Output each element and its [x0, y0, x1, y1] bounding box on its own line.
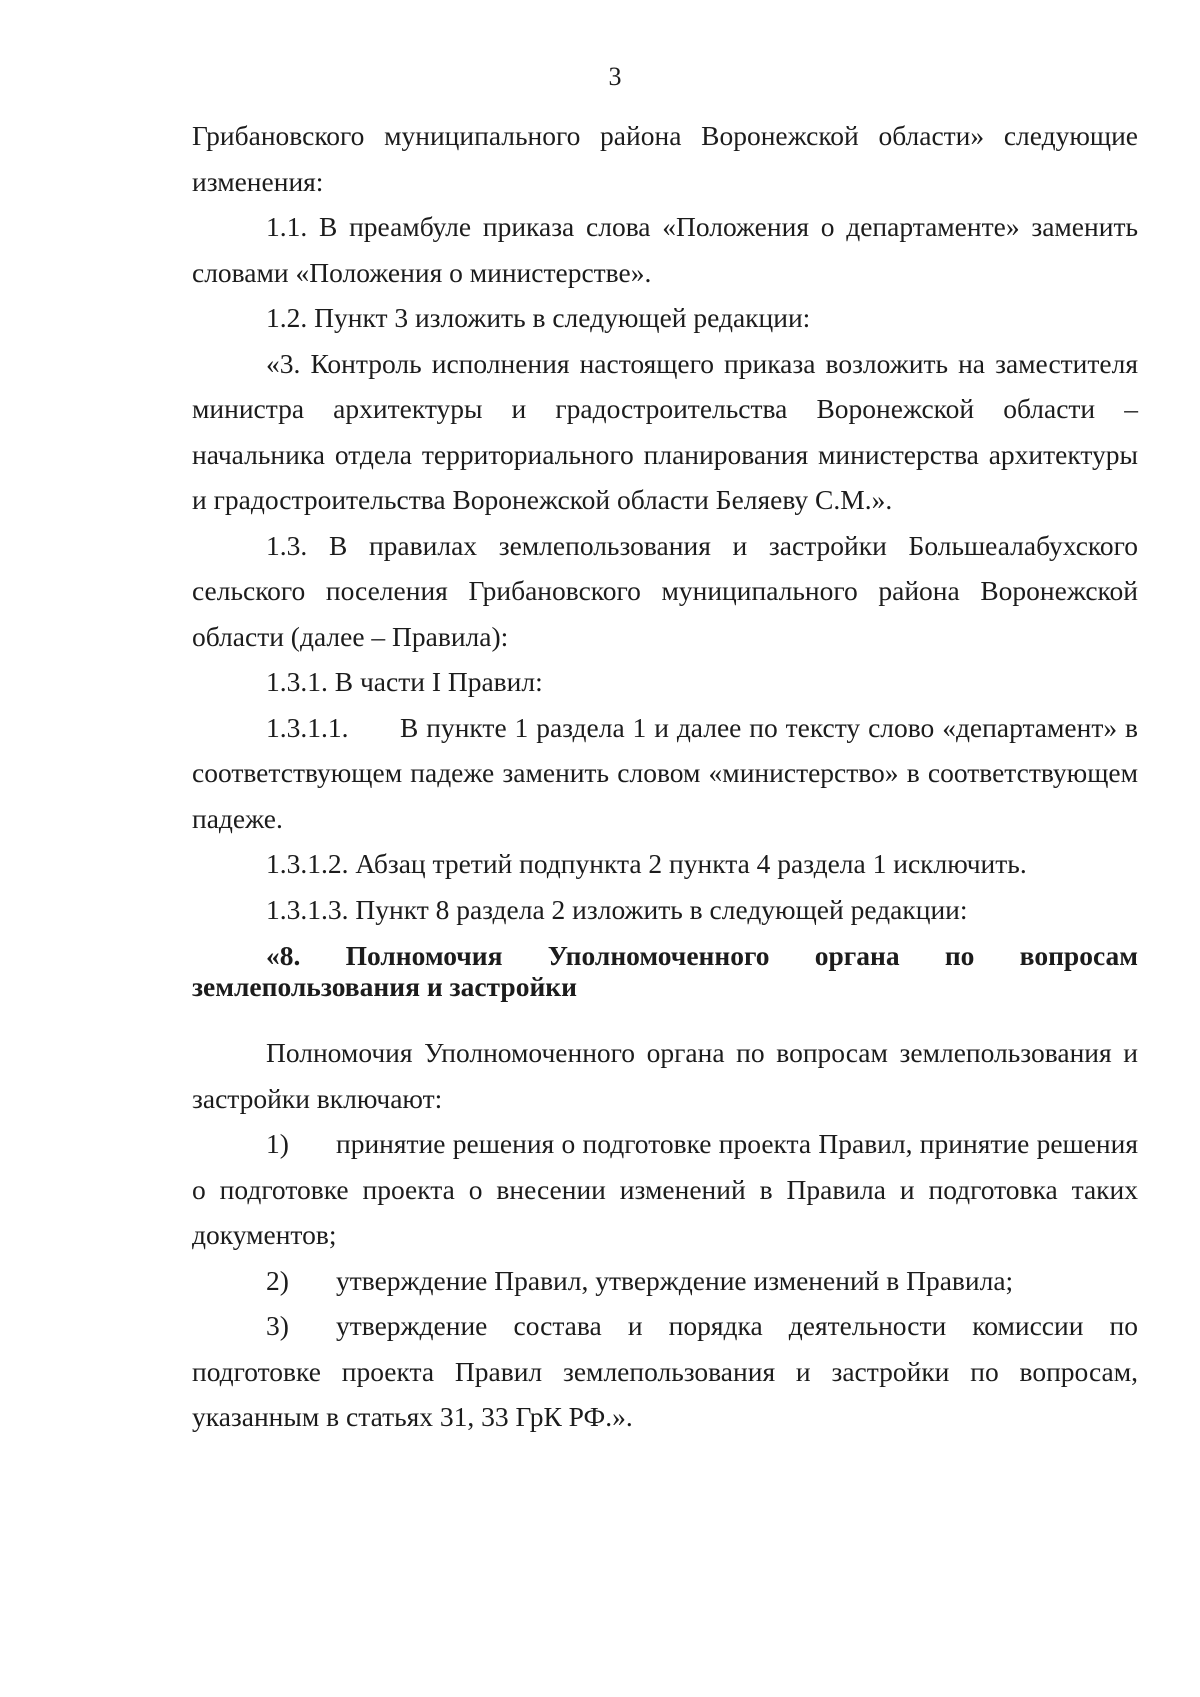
- paragraph-1-3-1-1: [192, 705, 1138, 842]
- list-item-text: утверждение состава и порядка деятельности комиссии по подготовке проекта Правил землепользования и застройки по вопросам, указанным в статьях 31, 33 ГрК РФ.».: [192, 1310, 1138, 1432]
- page-number: 3: [608, 62, 622, 91]
- list-item-number: 1): [266, 1128, 289, 1159]
- paragraph-item-3-quote: «3. Контроль исполнения настоящего приказа возложить на заместителя министра архитектуры и градостроительства Воронежской области – начальника отдела территориального планирования министерства архитектуры и градостроительства Воронежской области Беляеву С.М.».: [192, 347, 1138, 515]
- paragraph-continuation: Грибановского муниципального района Воронежской области» следующие изменения:: [192, 120, 1138, 197]
- paragraph-1-2: 1.2. Пункт 3 изложить в следующей редакции:: [266, 302, 811, 333]
- paragraph-1-1: 1.1. В преамбуле приказа слова «Положения о департаменте» заменить словами «Положения о министерстве».: [192, 211, 1138, 288]
- list-item-text: утверждение Правил, утверждение изменений в Правила;: [336, 1264, 1014, 1296]
- paragraph-powers-intro: Полномочия Уполномоченного органа по вопросам землепользования и застройки включают:: [192, 1037, 1138, 1114]
- section-heading: «8. Полномочия Уполномоченного органа по вопросам землепользования и застройки: [192, 940, 1138, 1002]
- list-item-text: принятие решения о подготовке проекта Правил, принятие решения о подготовке проекта о внесении изменений в Правила и подготовка таких документов;: [192, 1128, 1138, 1250]
- paragraph-1-3-1: 1.3.1. В части I Правил:: [266, 666, 543, 697]
- paragraph-1-3-1-3: 1.3.1.3. Пункт 8 раздела 2 изложить в следующей редакции:: [266, 893, 968, 925]
- paragraph-1-3-1-2: 1.3.1.2. Абзац третий подпункта 2 пункта 4 раздела 1 исключить.: [266, 848, 1027, 879]
- paragraph-number: 1.3.1.1.: [266, 711, 349, 743]
- list-item-2: [192, 1258, 1138, 1304]
- list-item-number: 3): [266, 1310, 289, 1341]
- document-body: [192, 113, 1138, 1440]
- list-item-1: [192, 1121, 1138, 1258]
- list-item-number: 2): [266, 1264, 289, 1296]
- paragraph-text: В пункте 1 раздела 1 и далее по тексту слово «департамент» в соответствующем падеже заменить словом «министерство» в соответствующем падеже.: [192, 711, 1138, 834]
- list-item-3: [192, 1303, 1138, 1440]
- paragraph-1-3: 1.3. В правилах землепользования и застройки Большеалабухского сельского поселения Грибановского муниципального района Воронежской области (далее – Правила):: [192, 529, 1138, 652]
